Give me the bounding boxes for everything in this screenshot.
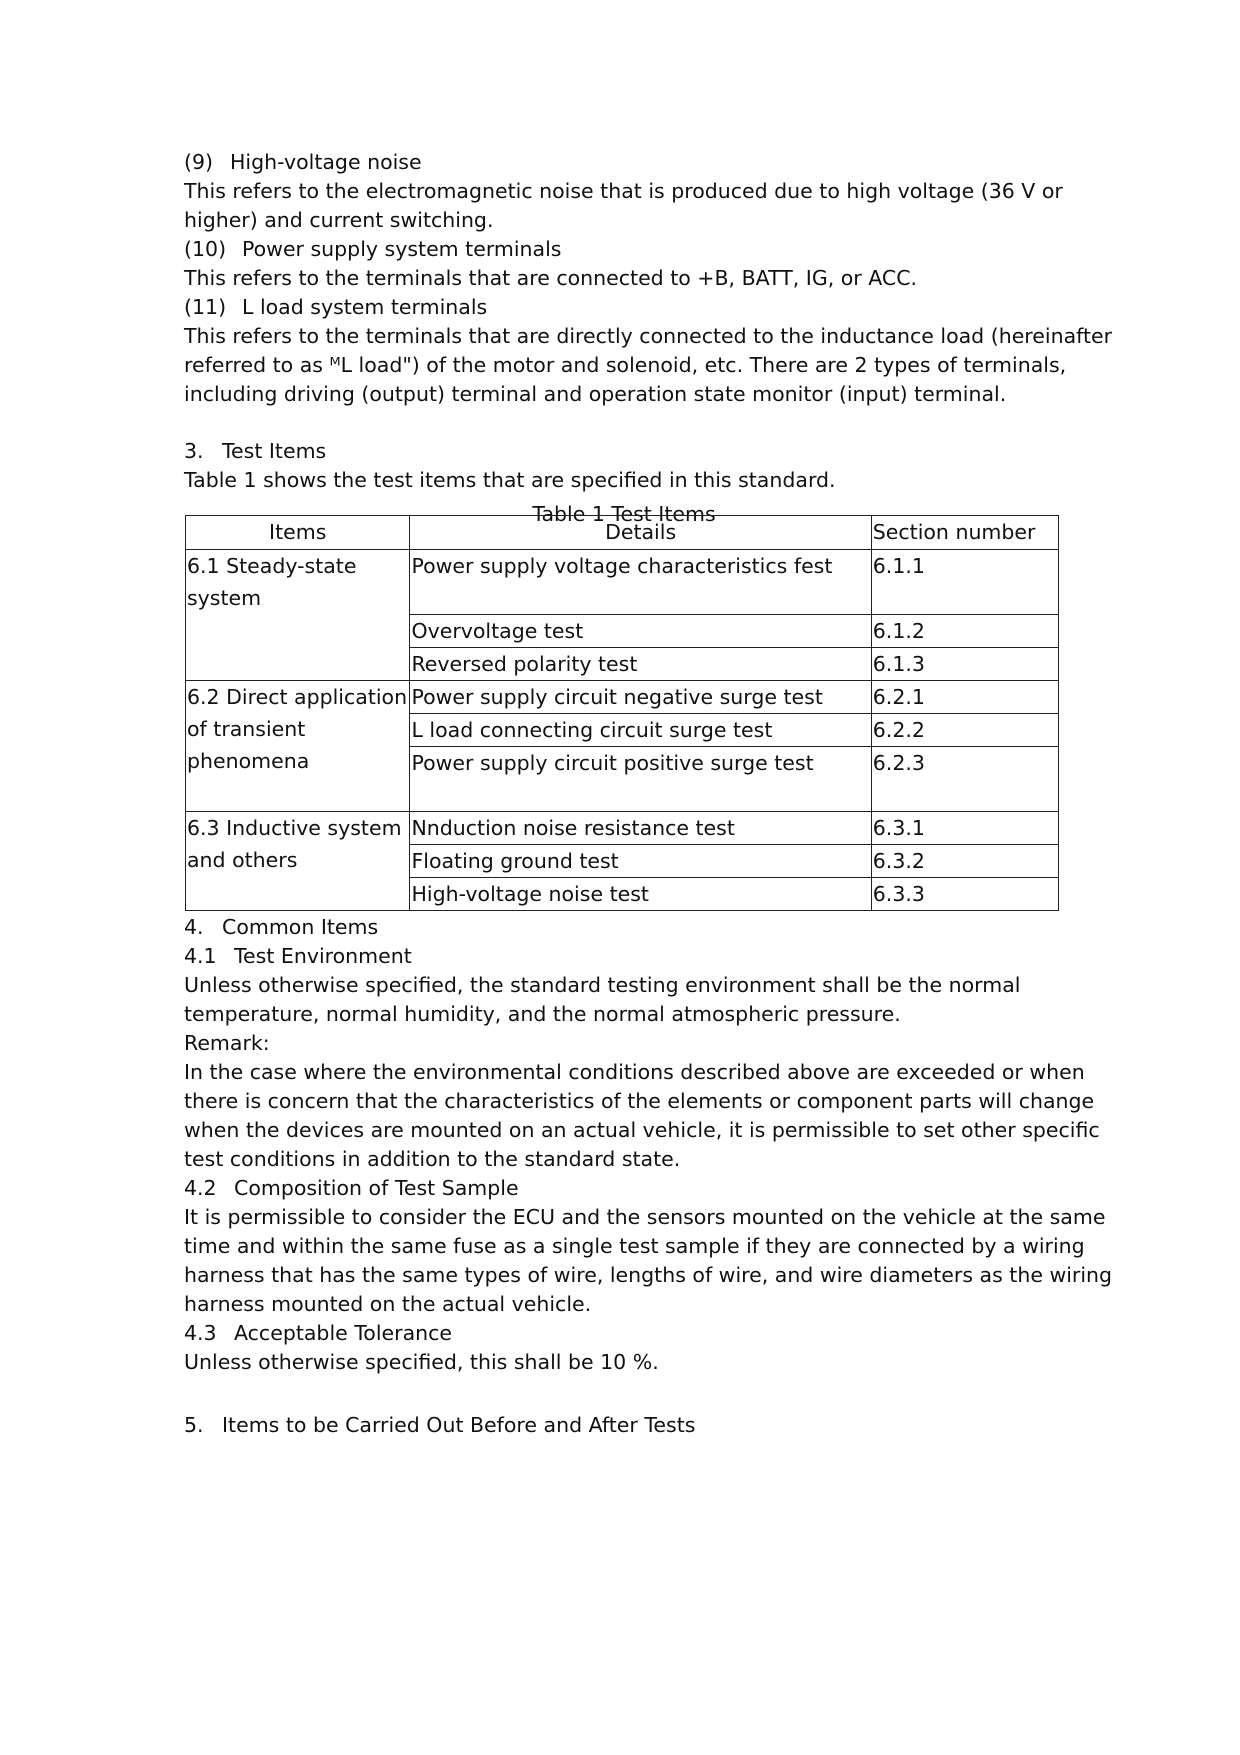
category-line: system [187,586,262,610]
item9-text-line-1: This refers to the electromagnetic noise that is produced due to high voltage (36 V or [184,179,1063,203]
section3-heading [184,437,326,465]
section-number-cell: 6.3.3 [871,878,1058,911]
item11-text-line-1: This refers to the terminals that are directly connected to the inductance load (hereinafter [184,324,1113,348]
item11-text-line-2: referred to as ᴹL load") of the motor and solenoid, etc. There are 2 types of terminals, [184,353,1067,377]
remark-label: Remark: [184,1031,270,1055]
section42-text-line-3: harness that has the same types of wire, lengths of wire, and wire diameters as the wiring [184,1263,1113,1287]
item9-text-line-2: higher) and current switching. [184,208,494,232]
section3-number: 3. [184,439,204,463]
detail-cell: Power supply circuit negative surge test [410,681,871,714]
item11-number: (11) [184,295,227,319]
item9-heading [184,148,422,176]
item11-heading [184,293,487,321]
category-line: phenomena [187,749,310,773]
item10-title: Power supply system terminals [242,237,562,261]
remark-text-line-1: In the case where the environmental conditions described above are exceeded or when [184,1060,1085,1084]
table-header-row [186,516,1059,550]
detail-cell: L load connecting circuit surge test [410,714,871,747]
section-number-cell: 6.3.1 [871,812,1058,845]
item11-text-line-3: including driving (output) terminal and operation state monitor (input) terminal. [184,382,1007,406]
section-number-cell: 6.1.3 [871,648,1058,681]
section41-text-line-2: temperature, normal humidity, and the normal atmospheric pressure. [184,1002,901,1026]
section-number-cell: 6.3.2 [871,845,1058,878]
category-cell-6-1 [186,550,410,681]
table-row [186,550,1059,615]
detail-cell: Overvoltage test [410,615,871,648]
header-items: Items [186,516,410,550]
category-line: 6.1 Steady-state [187,554,357,578]
category-line: 6.2 Direct application [187,685,408,709]
detail-cell: Nnduction noise resistance test [410,812,871,845]
section4-number: 4. [184,915,204,939]
item10-heading [184,235,561,263]
category-line: and others [187,848,298,872]
section4-heading [184,913,378,941]
table-row [186,681,1059,714]
item9-number: (9) [184,150,214,174]
item10-text: This refers to the terminals that are connected to +B, BATT, IG, or ACC. [184,266,918,290]
section-number-cell: 6.2.3 [871,747,1058,812]
header-section-number: Section number [871,516,1058,550]
item9-title: High-voltage noise [230,150,422,174]
section41-heading [184,942,412,970]
section43-title: Acceptable Tolerance [234,1321,453,1345]
section42-text-line-2: time and within the same fuse as a single test sample if they are connected by a wiring [184,1234,1085,1258]
section-number-cell: 6.2.2 [871,714,1058,747]
section43-heading [184,1319,452,1347]
section-number-cell: 6.1.2 [871,615,1058,648]
section42-heading [184,1174,519,1202]
test-items-table [185,515,1059,911]
remark-text-line-4: test conditions in addition to the standard state. [184,1147,681,1171]
section42-text-line-4: harness mounted on the actual vehicle. [184,1292,592,1316]
section43-number: 4.3 [184,1321,217,1345]
section42-number: 4.2 [184,1176,217,1200]
header-details: Details [410,516,871,550]
detail-cell: Power supply circuit positive surge test [410,747,871,812]
section5-title: Items to be Carried Out Before and After Tests [222,1413,696,1437]
section41-number: 4.1 [184,944,217,968]
item10-number: (10) [184,237,227,261]
detail-cell: Power supply voltage characteristics fest [410,550,871,615]
category-line: of transient [187,717,306,741]
section-number-cell: 6.2.1 [871,681,1058,714]
remark-text-line-2: there is concern that the characteristics of the elements or component parts will change [184,1089,1095,1113]
section41-text-line-1: Unless otherwise specified, the standard testing environment shall be the normal [184,973,1021,997]
table-caption: Table 1 Test Items [532,502,716,526]
category-cell-6-3 [186,812,410,911]
section42-text-line-1: It is permissible to consider the ECU and the sensors mounted on the vehicle at the same [184,1205,1106,1229]
section5-number: 5. [184,1413,204,1437]
section42-title: Composition of Test Sample [234,1176,519,1200]
section5-heading [184,1411,695,1439]
section-number-cell: 6.1.1 [871,550,1058,615]
detail-cell: Reversed polarity test [410,648,871,681]
section43-text: Unless otherwise specified, this shall be 10 %. [184,1350,659,1374]
remark-text-line-3: when the devices are mounted on an actual vehicle, it is permissible to set other specific [184,1118,1100,1142]
section3-text: Table 1 shows the test items that are specified in this standard. [184,468,836,492]
item11-title: L load system terminals [242,295,488,319]
category-line: 6.3 Inductive system [187,816,402,840]
category-cell-6-2 [186,681,410,812]
section3-title: Test Items [222,439,327,463]
detail-cell: High-voltage noise test [410,878,871,911]
table-row [186,812,1059,845]
detail-cell: Floating ground test [410,845,871,878]
section4-title: Common Items [222,915,379,939]
section41-title: Test Environment [234,944,412,968]
